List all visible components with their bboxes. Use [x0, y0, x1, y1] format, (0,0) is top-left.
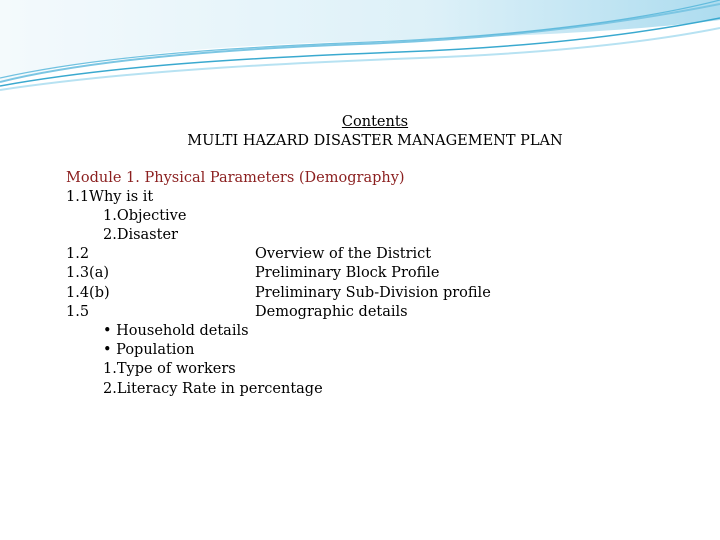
- item-1-1: 1.1Why is it: [66, 189, 154, 205]
- plan-title: MULTI HAZARD DISASTER MANAGEMENT PLAN: [187, 133, 563, 149]
- subitem-type-of-workers: 1.Type of workers: [103, 361, 236, 377]
- subitem-literacy-rate: 2.Literacy Rate in percentage: [103, 381, 323, 397]
- item-1-2-title: Overview of the District: [255, 246, 432, 262]
- item-1-5-title: Demographic details: [255, 304, 408, 320]
- item-1-4-number: 1.4(b): [66, 285, 110, 301]
- item-1-3-number: 1.3(a): [66, 265, 110, 281]
- item-1-4-title: Preliminary Sub-Division profile: [255, 285, 491, 301]
- bullet-household-details: • Household details: [103, 323, 249, 339]
- item-1-3-title: Preliminary Block Profile: [255, 265, 440, 281]
- module-heading: Module 1. Physical Parameters (Demography): [66, 170, 405, 186]
- decorative-wave-banner: [0, 0, 720, 110]
- bullet-population: • Population: [103, 342, 195, 358]
- item-1-1-disaster: 2.Disaster: [103, 227, 178, 243]
- item-1-2-number: 1.2: [66, 246, 90, 262]
- contents-heading: Contents: [341, 114, 409, 130]
- item-1-5-number: 1.5: [66, 304, 90, 320]
- item-1-1-objective: 1.Objective: [103, 208, 187, 224]
